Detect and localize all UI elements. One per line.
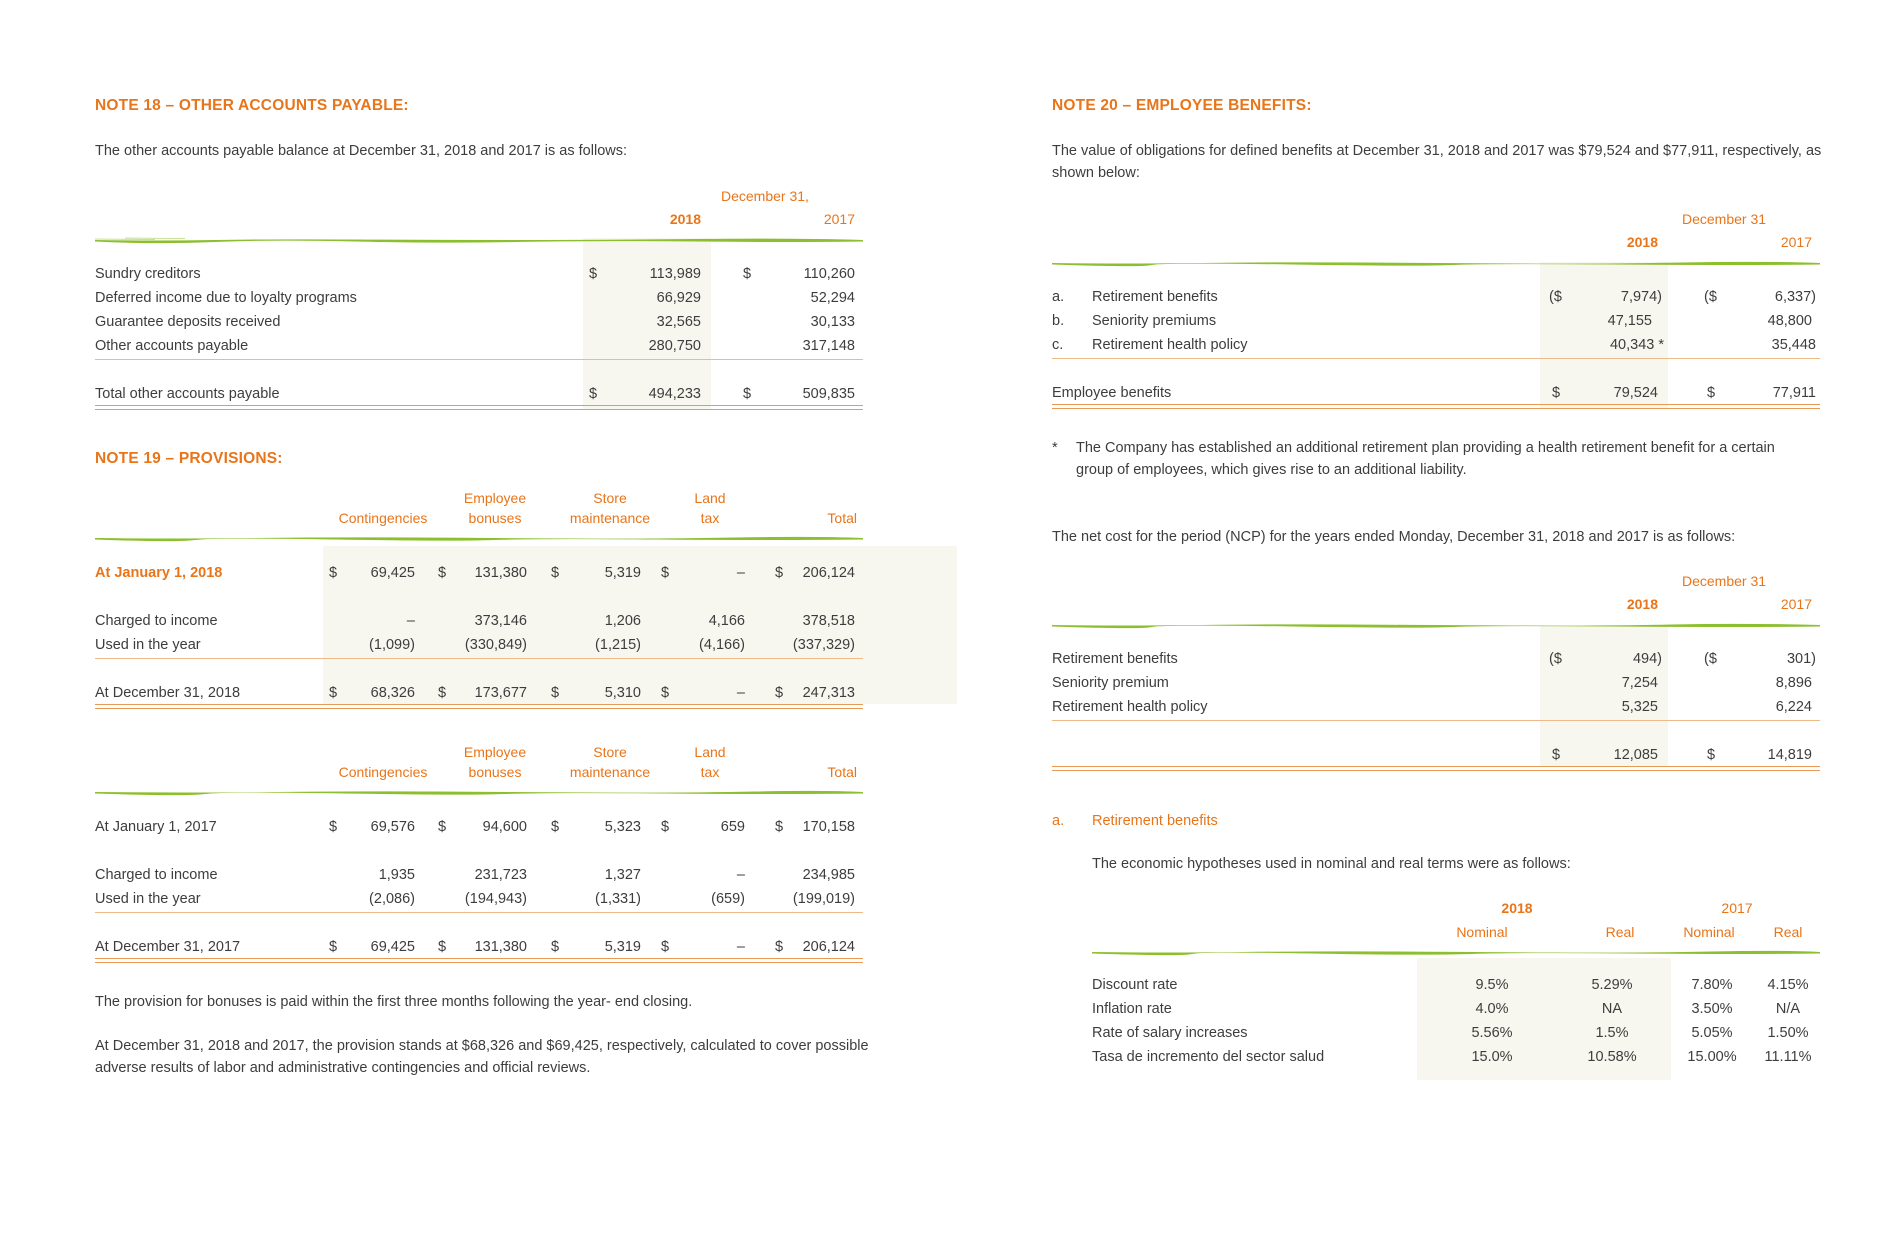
value-contingencies: 1,935 bbox=[378, 867, 415, 883]
header-contingencies: Contingencies bbox=[338, 510, 428, 526]
obligations-period-label: December 31 bbox=[1682, 211, 1767, 227]
value-maintenance: 1,206 bbox=[604, 613, 641, 629]
currency: $ bbox=[743, 266, 752, 282]
note18-subtotal-line bbox=[95, 359, 863, 360]
value-contingencies: 69,425 bbox=[370, 565, 415, 581]
value-2017: 8,896 bbox=[1775, 675, 1812, 691]
row-label: Used in the year bbox=[95, 637, 201, 653]
value-total: 247,313 bbox=[802, 685, 855, 701]
value-total: 206,124 bbox=[802, 565, 855, 581]
currency: $ bbox=[438, 565, 447, 581]
obligations-subtotal-line bbox=[1052, 358, 1820, 359]
value-2017: 52,294 bbox=[810, 290, 855, 306]
value-2018: 32,565 bbox=[656, 314, 701, 330]
table-row bbox=[95, 683, 863, 703]
header-land-2: tax bbox=[700, 764, 720, 780]
value-maintenance: 5,310 bbox=[604, 685, 641, 701]
provisions-2017-subtotal-line bbox=[95, 912, 863, 913]
currency: $ bbox=[775, 685, 784, 701]
ncp-year-2018: 2018 bbox=[1626, 596, 1658, 612]
table-row bbox=[95, 889, 863, 909]
currency: $ bbox=[1707, 385, 1716, 401]
row-label: Charged to income bbox=[95, 613, 218, 629]
currency: ($ bbox=[1704, 651, 1717, 667]
value-total: 206,124 bbox=[802, 939, 855, 955]
value-2017: 6,224 bbox=[1775, 699, 1812, 715]
obligations-grass-divider bbox=[1052, 259, 1820, 267]
currency: $ bbox=[329, 685, 338, 701]
currency: ($ bbox=[1549, 651, 1562, 667]
value-maintenance: 5,319 bbox=[604, 939, 641, 955]
row-label: At January 1, 2017 bbox=[95, 819, 217, 835]
subsection-a-title: Retirement benefits bbox=[1092, 813, 1218, 829]
table-row bbox=[1052, 697, 1820, 717]
value-total: (337,329) bbox=[792, 637, 855, 653]
table-row bbox=[95, 865, 863, 885]
currency: $ bbox=[589, 386, 598, 402]
ncp-year-2017: 2017 bbox=[1780, 596, 1812, 612]
nominal-2018: 5.56% bbox=[1471, 1025, 1513, 1041]
value-land-tax: – bbox=[736, 939, 745, 955]
row-label: Seniority premium bbox=[1052, 675, 1169, 691]
real-2017: 11.11% bbox=[1764, 1049, 1812, 1065]
real-2018: 1.5% bbox=[1595, 1025, 1629, 1041]
value-land-tax: – bbox=[736, 867, 745, 883]
row-label: Other accounts payable bbox=[95, 338, 249, 354]
obligations-year-2017: 2017 bbox=[1780, 234, 1812, 250]
provisions-2018-grass-divider bbox=[95, 534, 863, 542]
currency: $ bbox=[1552, 747, 1561, 763]
row-label: Rate of salary increases bbox=[1092, 1025, 1248, 1041]
currency: $ bbox=[1552, 385, 1561, 401]
value-maintenance: 5,323 bbox=[604, 819, 641, 835]
row-label: At January 1, 2018 bbox=[95, 565, 223, 581]
currency: $ bbox=[438, 939, 447, 955]
note18-year-2017: 2017 bbox=[823, 211, 855, 227]
currency: $ bbox=[551, 565, 560, 581]
value-total: 170,158 bbox=[802, 819, 855, 835]
table-row bbox=[95, 635, 863, 655]
provisions-2018-subtotal-line bbox=[95, 658, 863, 659]
table-row bbox=[95, 611, 863, 631]
value-2018: 66,929 bbox=[656, 290, 701, 306]
header-employee-1: Employee bbox=[463, 490, 527, 506]
value-maintenance: (1,331) bbox=[595, 891, 641, 907]
obligations-year-2018: 2018 bbox=[1626, 234, 1658, 250]
value-2018: 40,343 * bbox=[1609, 337, 1664, 353]
currency: $ bbox=[551, 819, 560, 835]
table-row bbox=[1052, 649, 1820, 669]
table-row bbox=[1052, 311, 1820, 331]
table-row bbox=[1052, 335, 1820, 355]
value-2017: 6,337) bbox=[1774, 289, 1816, 305]
value-2018: 113,989 bbox=[649, 266, 701, 282]
table-row bbox=[1092, 975, 1820, 995]
table-row bbox=[95, 312, 863, 332]
total-2018: 494,233 bbox=[648, 386, 701, 402]
value-contingencies: 69,576 bbox=[370, 819, 415, 835]
currency: $ bbox=[661, 819, 670, 835]
real-2018: 10.58% bbox=[1587, 1049, 1637, 1065]
value-bonuses: 173,677 bbox=[474, 685, 527, 701]
value-bonuses: 94,600 bbox=[482, 819, 527, 835]
header-contingencies: Contingencies bbox=[338, 764, 428, 780]
value-2017: 110,260 bbox=[803, 266, 855, 282]
value-2018: 5,325 bbox=[1621, 699, 1658, 715]
hyp-nominal-2018: Nominal bbox=[1456, 924, 1508, 940]
footnote-line1: The Company has established an additional retirement plan providing a health retirement benefit for a certain bbox=[1076, 440, 1775, 456]
value-contingencies: 69,425 bbox=[370, 939, 415, 955]
hyp-year-2018: 2018 bbox=[1501, 900, 1533, 916]
row-label: Sundry creditors bbox=[95, 266, 201, 282]
value-contingencies: – bbox=[406, 613, 415, 629]
value-2018: 280,750 bbox=[648, 338, 701, 354]
value-land-tax: 4,166 bbox=[708, 613, 745, 629]
provision-paragraph-line1: At December 31, 2018 and 2017, the provision stands at $68,326 and $69,425, respectively, calculated to cover possible bbox=[95, 1038, 869, 1054]
value-bonuses: 131,380 bbox=[474, 565, 527, 581]
real-2017: 1.50% bbox=[1767, 1025, 1809, 1041]
value-land-tax: (659) bbox=[711, 891, 745, 907]
row-letter: a. bbox=[1052, 289, 1065, 305]
nominal-2017: 15.00% bbox=[1687, 1049, 1737, 1065]
currency: $ bbox=[661, 685, 670, 701]
header-land-1: Land bbox=[694, 744, 726, 760]
header-store-1: Store bbox=[593, 490, 627, 506]
nominal-2017: 5.05% bbox=[1691, 1025, 1733, 1041]
real-2017: N/A bbox=[1775, 1001, 1801, 1017]
note18-total-double-line bbox=[95, 405, 863, 410]
value-2017: 35,448 bbox=[1771, 337, 1816, 353]
hypotheses-intro: The economic hypotheses used in nominal and real terms were as follows: bbox=[1092, 856, 1571, 872]
total-2018: 79,524 bbox=[1613, 385, 1658, 401]
value-bonuses: (330,849) bbox=[464, 637, 527, 653]
currency: $ bbox=[551, 939, 560, 955]
currency: $ bbox=[329, 565, 338, 581]
footnote-mark: * bbox=[1052, 440, 1058, 456]
ncp-double-line bbox=[1052, 766, 1820, 771]
hyp-real-2018: Real bbox=[1605, 924, 1635, 940]
row-label: Guarantee deposits received bbox=[95, 314, 281, 330]
header-employee-2: bonuses bbox=[468, 764, 522, 780]
provisions-2018-double-line bbox=[95, 704, 863, 709]
nominal-2017: 7.80% bbox=[1691, 977, 1733, 993]
value-2018: 7,254 bbox=[1621, 675, 1658, 691]
value-contingencies: 68,326 bbox=[370, 685, 415, 701]
row-label: Retirement benefits bbox=[1052, 651, 1178, 667]
note18-intro: The other accounts payable balance at December 31, 2018 and 2017 is as follows: bbox=[95, 143, 628, 159]
currency: $ bbox=[329, 939, 338, 955]
total-2017: 14,819 bbox=[1767, 747, 1812, 763]
table-row bbox=[95, 937, 863, 957]
header-total: Total bbox=[827, 510, 857, 526]
total-2017: 77,911 bbox=[1772, 385, 1816, 401]
currency: $ bbox=[775, 819, 784, 835]
note18-year-2018: 2018 bbox=[669, 211, 701, 227]
value-2017: 317,148 bbox=[802, 338, 855, 354]
table-row bbox=[1092, 999, 1820, 1019]
nominal-2017: 3.50% bbox=[1691, 1001, 1733, 1017]
nominal-2018: 9.5% bbox=[1475, 977, 1509, 993]
table-row bbox=[1092, 1047, 1820, 1067]
table-row bbox=[1092, 1023, 1820, 1043]
value-bonuses: 231,723 bbox=[474, 867, 527, 883]
currency: $ bbox=[743, 386, 752, 402]
value-land-tax: – bbox=[736, 685, 745, 701]
row-letter: c. bbox=[1052, 337, 1064, 353]
provision-paragraph-line2: adverse results of labor and administrative contingencies and official reviews. bbox=[95, 1060, 591, 1076]
value-maintenance: (1,215) bbox=[595, 637, 641, 653]
real-2018: 5.29% bbox=[1591, 977, 1633, 993]
value-2017: 30,133 bbox=[810, 314, 855, 330]
currency: ($ bbox=[1549, 289, 1562, 305]
ncp-subtotal-line bbox=[1052, 720, 1820, 721]
row-label: Seniority premiums bbox=[1092, 313, 1217, 329]
subsection-a-letter: a. bbox=[1052, 813, 1065, 829]
value-contingencies: (2,086) bbox=[369, 891, 415, 907]
table-row bbox=[95, 264, 863, 284]
note20-intro-line2: shown below: bbox=[1052, 165, 1140, 181]
currency: $ bbox=[551, 685, 560, 701]
header-employee-2: bonuses bbox=[468, 510, 522, 526]
obligations-double-line bbox=[1052, 404, 1820, 409]
ncp-total-row bbox=[1052, 745, 1820, 765]
hyp-year-2017: 2017 bbox=[1721, 900, 1753, 916]
nominal-2018: 4.0% bbox=[1475, 1001, 1509, 1017]
note18-period-label: December 31, bbox=[721, 188, 809, 204]
real-2018: NA bbox=[1601, 1001, 1623, 1017]
total-label: Employee benefits bbox=[1052, 385, 1172, 401]
nominal-2018: 15.0% bbox=[1471, 1049, 1513, 1065]
row-label: Inflation rate bbox=[1092, 1001, 1172, 1017]
table-row bbox=[95, 288, 863, 308]
row-label: Deferred income due to loyalty programs bbox=[95, 290, 357, 306]
provisions-2017-grass-divider bbox=[95, 788, 863, 796]
value-2018: 47,155 bbox=[1607, 313, 1652, 329]
value-total: 234,985 bbox=[802, 867, 855, 883]
bonus-paragraph: The provision for bonuses is paid within the first three months following the year- end closing. bbox=[95, 994, 693, 1010]
value-contingencies: (1,099) bbox=[369, 637, 415, 653]
currency: $ bbox=[1707, 747, 1716, 763]
hyp-real-2017: Real bbox=[1773, 924, 1803, 940]
header-land-2: tax bbox=[700, 510, 720, 526]
note18-grass-divider bbox=[95, 236, 863, 244]
row-label: Retirement health policy bbox=[1092, 337, 1248, 353]
row-label: Tasa de incremento del sector salud bbox=[1092, 1049, 1325, 1065]
value-total: (199,019) bbox=[792, 891, 855, 907]
table-row bbox=[1052, 673, 1820, 693]
row-label: Charged to income bbox=[95, 867, 218, 883]
currency: $ bbox=[661, 939, 670, 955]
row-label: Discount rate bbox=[1092, 977, 1178, 993]
currency: $ bbox=[589, 266, 598, 282]
row-letter: b. bbox=[1052, 313, 1065, 329]
note18-total-row bbox=[95, 384, 863, 404]
row-label: At December 31, 2017 bbox=[95, 939, 241, 955]
footnote-line2: group of employees, which gives rise to an additional liability. bbox=[1076, 462, 1467, 478]
value-2017: 301) bbox=[1786, 651, 1816, 667]
currency: $ bbox=[661, 565, 670, 581]
currency: $ bbox=[329, 819, 338, 835]
table-row bbox=[95, 817, 863, 837]
currency: $ bbox=[438, 685, 447, 701]
value-maintenance: 5,319 bbox=[604, 565, 641, 581]
value-2018: 7,974) bbox=[1620, 289, 1662, 305]
row-label: Retirement health policy bbox=[1052, 699, 1208, 715]
value-bonuses: 373,146 bbox=[474, 613, 527, 629]
total-2017: 509,835 bbox=[802, 386, 855, 402]
header-land-1: Land bbox=[694, 490, 726, 506]
row-label: At December 31, 2018 bbox=[95, 685, 241, 701]
total-label: Total other accounts payable bbox=[95, 386, 280, 402]
header-store-1: Store bbox=[593, 744, 627, 760]
currency: $ bbox=[775, 565, 784, 581]
value-bonuses: 131,380 bbox=[474, 939, 527, 955]
value-bonuses: (194,943) bbox=[464, 891, 527, 907]
value-land-tax: (4,166) bbox=[699, 637, 745, 653]
currency: ($ bbox=[1704, 289, 1717, 305]
note20-intro-line1: The value of obligations for defined benefits at December 31, 2018 and 2017 was $79,524 and $77,911, respectively, as bbox=[1052, 143, 1822, 159]
ncp-period-label: December 31 bbox=[1682, 573, 1767, 589]
note18-title: NOTE 18 – OTHER ACCOUNTS PAYABLE: bbox=[95, 97, 409, 114]
value-total: 378,518 bbox=[802, 613, 855, 629]
header-store-2: maintenance bbox=[569, 510, 651, 526]
real-2017: 4.15% bbox=[1767, 977, 1809, 993]
value-2017: 48,800 bbox=[1767, 313, 1812, 329]
hyp-nominal-2017: Nominal bbox=[1683, 924, 1735, 940]
note19-title: NOTE 19 – PROVISIONS: bbox=[95, 450, 283, 467]
currency: $ bbox=[775, 939, 784, 955]
table-row bbox=[95, 336, 863, 356]
header-employee-1: Employee bbox=[463, 744, 527, 760]
total-2018: 12,085 bbox=[1613, 747, 1658, 763]
header-store-2: maintenance bbox=[569, 764, 651, 780]
ncp-intro: The net cost for the period (NCP) for the years ended Monday, December 31, 2018 and 2017 is as follows: bbox=[1052, 529, 1736, 545]
note20-title: NOTE 20 – EMPLOYEE BENEFITS: bbox=[1052, 97, 1312, 114]
currency: $ bbox=[438, 819, 447, 835]
header-total: Total bbox=[827, 764, 857, 780]
value-land-tax: 659 bbox=[720, 819, 745, 835]
value-land-tax: – bbox=[736, 565, 745, 581]
obligations-total-row bbox=[1052, 383, 1820, 403]
ncp-grass-divider bbox=[1052, 621, 1820, 629]
value-maintenance: 1,327 bbox=[604, 867, 641, 883]
provisions-2017-double-line bbox=[95, 958, 863, 963]
hypotheses-grass-divider bbox=[1092, 948, 1820, 956]
table-row bbox=[1052, 287, 1820, 307]
row-label: Retirement benefits bbox=[1092, 289, 1218, 305]
value-2018: 494) bbox=[1632, 651, 1662, 667]
row-label: Used in the year bbox=[95, 891, 201, 907]
table-row bbox=[95, 563, 863, 583]
